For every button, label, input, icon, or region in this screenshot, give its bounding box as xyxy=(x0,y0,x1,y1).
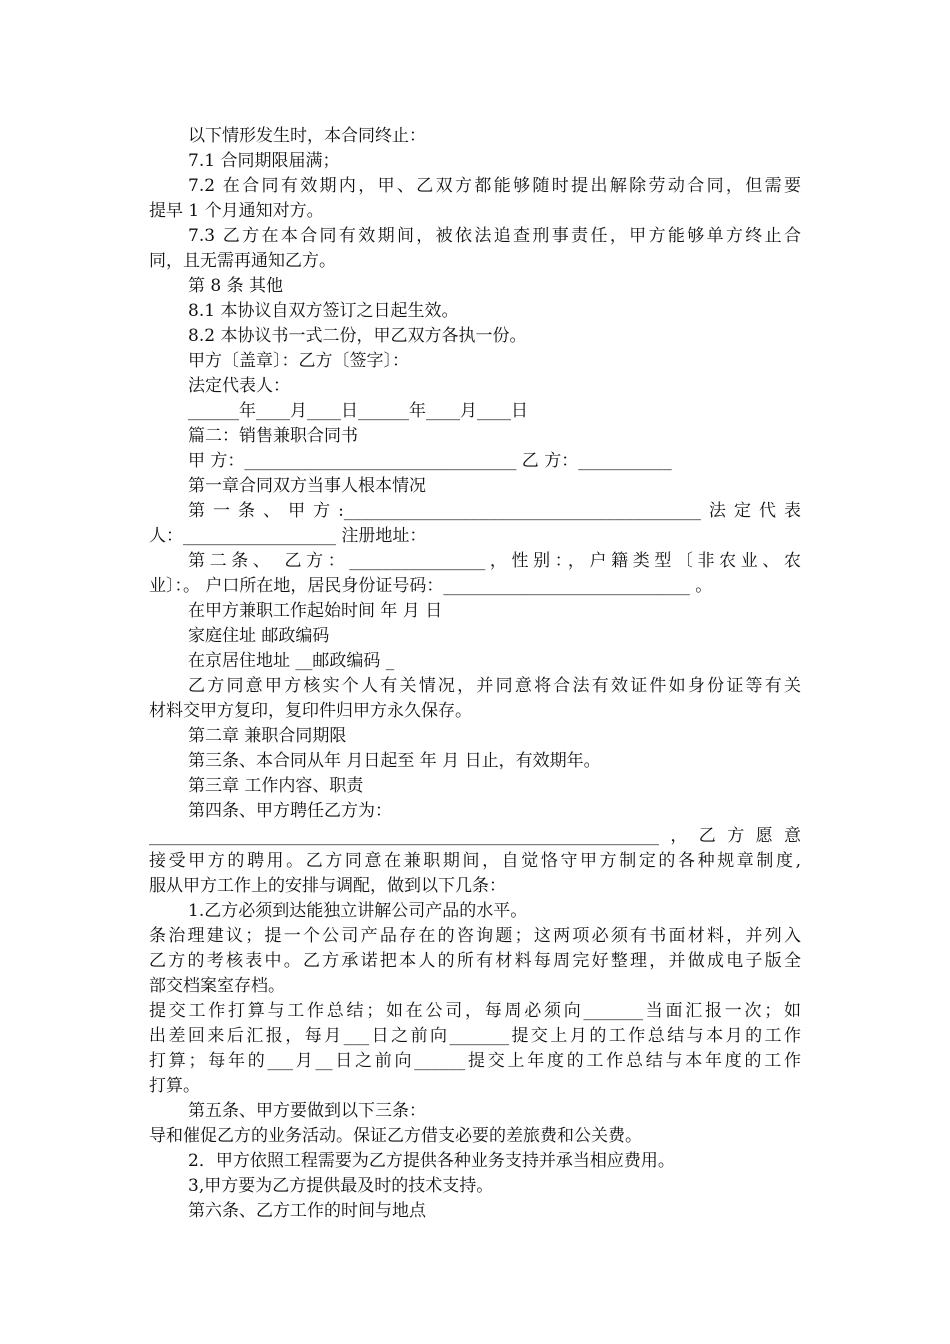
text-line: 人：__________________ 注册地址： xyxy=(149,526,427,546)
text-line: 以下情形发生时，本合同终止： xyxy=(188,126,426,146)
text-line: 业〕：。 户口所在地，居民身份证号码：_____________________________ 。 xyxy=(149,576,713,596)
text-line: 法定代表人： xyxy=(188,376,290,396)
text-line: 服从甲方工作上的安排与调配，做到以下几条： xyxy=(149,876,506,896)
text-line: 7.2 在合同有效期内，甲、乙双方都能够随时提出解除劳动合同，但需要 xyxy=(188,176,801,196)
document-page xyxy=(149,124,801,1224)
text-line: 篇二：销售兼职合同书 xyxy=(188,426,358,446)
text-line: 8.1 本协议自双方签订之日起生效。 xyxy=(188,301,459,321)
text-line: 第一章合同双方当事人根本情况 xyxy=(188,476,426,496)
text-line: 出差回来后汇报，每月___日之前向_______提交上月的工作总结与本月的工作 xyxy=(149,1026,801,1046)
text-line: 同，且无需再通知乙方。 xyxy=(149,251,336,271)
text-line: 材料交甲方复印，复印件归甲方永久保存。 xyxy=(149,701,472,721)
text-line: 1.乙方必须到达能独立讲解公司产品的水平。 xyxy=(188,901,528,921)
text-line: 在甲方兼职工作起始时间 年 月 日 xyxy=(188,601,443,621)
text-line: 7.3 乙方在本合同有效期间，被依法追查刑事责任，甲方能够单方终止合 xyxy=(188,226,801,246)
text-line: 接受甲方的聘用。乙方同意在兼职期间，自觉恪守甲方制定的各种规章制度, xyxy=(149,851,801,871)
text-line: 3,甲方要为乙方提供最及时的技术支持。 xyxy=(188,1176,494,1196)
text-line: 7.1 合同期限届满； xyxy=(188,151,340,171)
text-line: 第 8 条 其他 xyxy=(188,276,284,296)
text-line: 乙方同意甲方核实个人有关情况，并同意将合法有效证件如身份证等有关 xyxy=(188,676,801,696)
text-line: 提交工作打算与工作总结；如在公司，每周必须向_______当面汇报一次；如 xyxy=(149,1001,801,1021)
text-line: 8.2 本协议书一式二份，甲乙双方各执一份。 xyxy=(188,326,527,346)
text-line: 第二章 兼职合同期限 xyxy=(188,726,347,746)
text-line: 第二条、 乙方：________________，性别：，户籍类型〔非农业、农 xyxy=(188,551,801,571)
text-line: 条治理建议；提一个公司产品存在的咨询题；这两项必须有书面材料，并列入 xyxy=(149,926,801,946)
text-line: 2．甲方依照工程需要为乙方提供各种业务支持并承当相应费用。 xyxy=(188,1151,675,1171)
text-line: ____________________________________________________________，乙方愿意 xyxy=(149,826,801,846)
text-line: 第三条、本合同从年 月日起至 年 月 日止，有效期年。 xyxy=(188,751,601,771)
text-line: 在京居住地址 __邮政编码 _ xyxy=(188,651,395,671)
text-line: 甲 方：________________________________ 乙 方：___________ xyxy=(188,451,672,471)
text-line: 第一条、甲方:__________________________________________法定代表 xyxy=(188,501,801,521)
text-line: 家庭住址 邮政编码 xyxy=(188,626,330,646)
text-line: 第六条、乙方工作的时间与地点 xyxy=(188,1201,426,1221)
text-line: 甲方〔盖章〕：乙方〔签字〕： xyxy=(188,351,409,371)
text-line: 打算；每年的___月__日之前向______提交上年度的工作总结与本年度的工作 xyxy=(149,1051,801,1071)
text-line: 乙方的考核表中。乙方承诺把本人的所有材料每周完好整理，并做成电子版全 xyxy=(149,951,801,971)
text-line: ______年____月____日______年____月____日 xyxy=(188,401,528,421)
text-line: 打算。 xyxy=(149,1076,200,1096)
text-line: 第三章 工作内容、职责 xyxy=(188,776,364,796)
text-line: 第四条、甲方聘任乙方为： xyxy=(188,801,392,821)
text-line: 部交档案室存档。 xyxy=(149,976,285,996)
text-line: 第五条、甲方要做到以下三条： xyxy=(188,1101,426,1121)
text-line: 提早 1 个月通知对方。 xyxy=(149,201,324,221)
text-line: 导和催促乙方的业务活动。保证乙方借支必要的差旅费和公关费。 xyxy=(149,1126,642,1146)
